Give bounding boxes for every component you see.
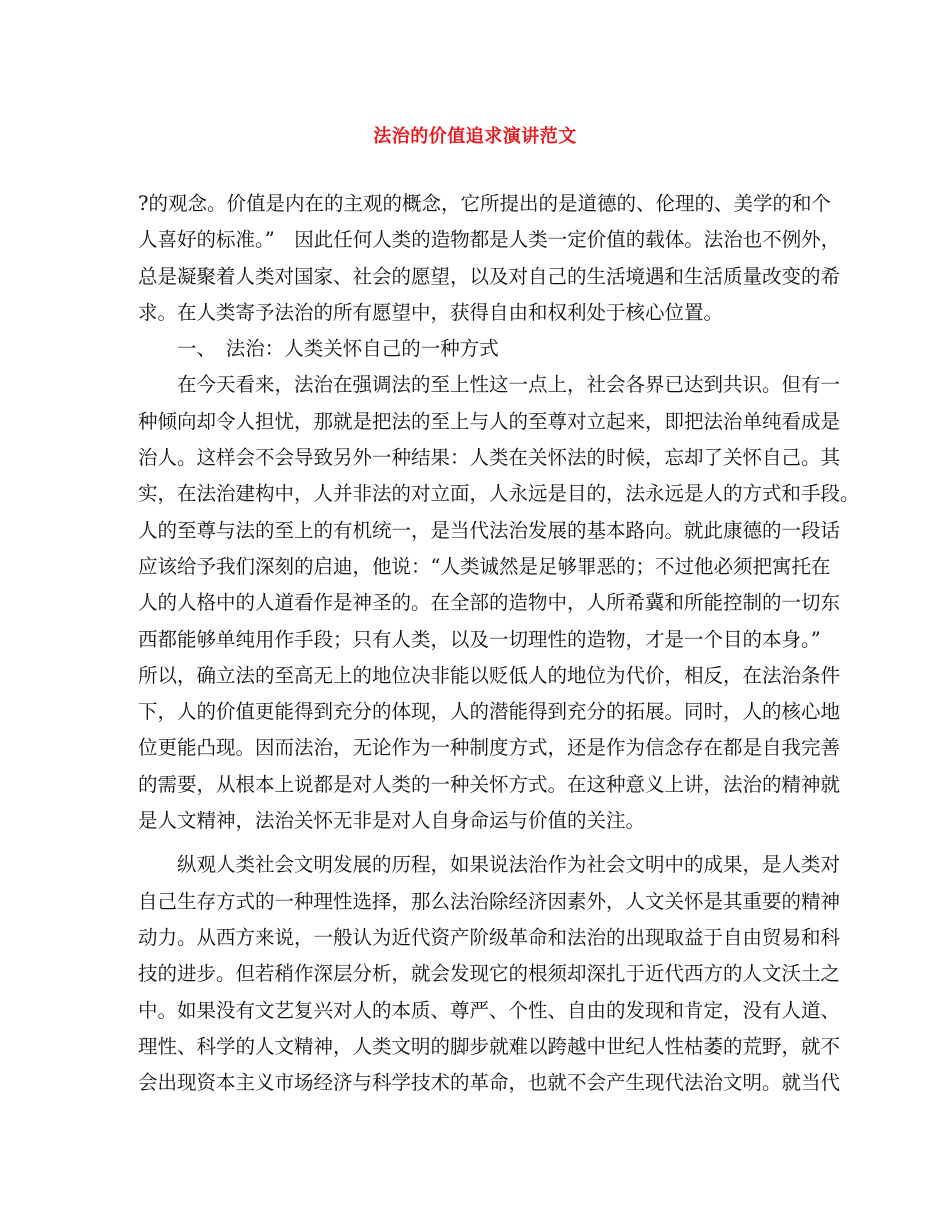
- body-line: 动力。从西方来说，一般认为近代资产阶级革命和法治的出现取益于自由贸易和科: [138, 925, 841, 949]
- body-line: 求。在人类寄予法治的所有愿望中，获得自由和权利处于核心位置。: [138, 300, 724, 324]
- body-line: 种倾向却令人担忧，那就是把法的至上与人的至尊对立起来，即把法治单纯看成是: [138, 409, 841, 433]
- body-line: 是人文精神，法治关怀无非是对人自身命运与价值的关注。: [138, 809, 646, 833]
- body-line: 位更能凸现。因而法治，无论作为一种制度方式，还是作为信念存在都是自我完善: [138, 736, 841, 760]
- body-line: 实，在法治建构中，人并非法的对立面，人永远是目的，法永远是人的方式和手段。: [138, 482, 860, 506]
- body-line: 应该给予我们深刻的启迪，他说：“人类诚然是足够罪恶的；不过他必须把寓托在: [138, 554, 831, 578]
- body-line: 下，人的价值更能得到充分的体现，人的潜能得到充分的拓展。同时，人的核心地: [138, 700, 841, 724]
- paragraph-gap: [138, 839, 828, 847]
- body-line: 总是凝聚着人类对国家、社会的愿望，以及对自己的生活境遇和生活质量改变的希: [138, 264, 841, 288]
- body-line: 人的至尊与法的至上的有机统一，是当代法治发展的基本路向。就此康德的一段话: [138, 518, 841, 542]
- body-line: 在今天看来，法治在强调法的至上性这一点上，社会各界已达到共识。但有一: [177, 373, 841, 397]
- section-heading: 一、 法治：人类关怀自己的一种方式: [177, 337, 499, 361]
- body-line: 会出现资本主义市场经济与科学技术的革命，也就不会产生现代法治文明。就当代: [138, 1071, 841, 1095]
- body-line: 理性、科学的人文精神，人类文明的脚步就难以跨越中世纪人性枯萎的荒野，就不: [138, 1034, 841, 1058]
- body-line: ?的观念。价值是内在的主观的概念，它所提出的是道德的、伦理的、美学的和个: [138, 192, 831, 215]
- body-line: 纵观人类社会文明发展的历程，如果说法治作为社会文明中的成果，是人类对: [177, 853, 841, 877]
- body-line: 所以，确立法的至高无上的地位决非能以贬低人的地位为代价，相反，在法治条件: [138, 663, 841, 687]
- body-line: 人喜好的标准。” 因此任何人类的造物都是人类一定价值的载体。法治也不例外，: [138, 228, 841, 252]
- body-line: 治人。这样会不会导致另外一种结果：人类在关怀法的时候，忘却了关怀自己。其: [138, 446, 841, 470]
- body-line: 人的人格中的人道看作是神圣的。在全部的造物中，人所希冀和所能控制的一切东: [138, 591, 841, 615]
- body-line: 技的进步。但若稍作深层分析，就会发现它的根须却深扎于近代西方的人文沃土之: [138, 962, 841, 986]
- body-line: 中。如果没有文艺复兴对人的本质、尊严、个性、自由的发现和肯定，没有人道、: [138, 998, 841, 1022]
- document-title: 法治的价值追求演讲范文: [373, 126, 577, 147]
- body-line: 西都能够单纯用作手段；只有人类，以及一切理性的造物，才是一个目的本身。”: [138, 627, 821, 651]
- body-line: 的需要，从根本上说都是对人类的一种关怀方式。在这种意义上讲，法治的精神就: [138, 772, 841, 796]
- body-line: 自己生存方式的一种理性选择，那么法治除经济因素外，人文关怀是其重要的精神: [138, 889, 841, 913]
- document-body: [138, 186, 860, 1101]
